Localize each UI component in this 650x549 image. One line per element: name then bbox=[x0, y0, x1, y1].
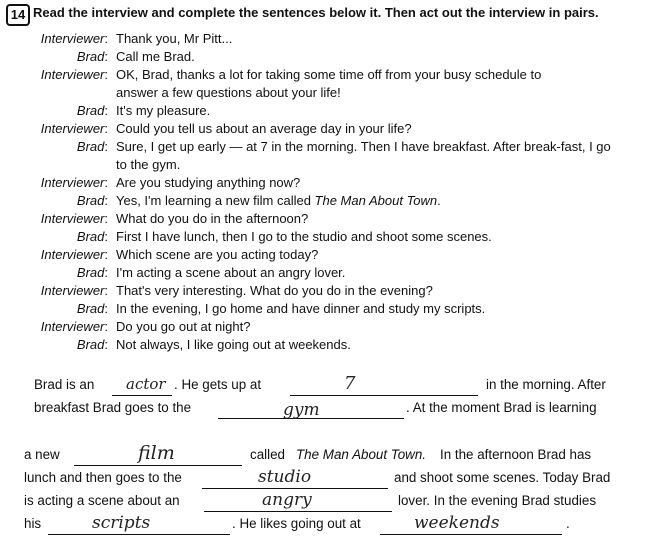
dialog-line bbox=[0, 48, 650, 66]
dialog-line bbox=[0, 318, 650, 336]
dialog-line bbox=[0, 264, 650, 282]
speaker-label: Brad: bbox=[76, 193, 108, 208]
summary-text: breakfast Brad goes to the bbox=[34, 400, 192, 415]
speaker-label: Interviewer: bbox=[40, 211, 108, 226]
dialog-line bbox=[0, 228, 650, 246]
dialog-line bbox=[0, 120, 650, 138]
speaker-label: Brad: bbox=[76, 301, 108, 316]
dialog-line bbox=[0, 210, 650, 228]
utterance: It's my pleasure. bbox=[116, 103, 211, 118]
speaker-label: Brad: bbox=[76, 229, 108, 244]
utterance: That's very interesting. What do you do in the evening? bbox=[116, 283, 433, 298]
summary-text: his bbox=[24, 516, 42, 531]
handwritten-answer: 7 bbox=[344, 373, 356, 394]
utterance: First I have lunch, then I go to the studio and shoot some scenes. bbox=[116, 229, 492, 244]
dialog-line bbox=[0, 138, 650, 174]
speaker-label: Brad: bbox=[76, 337, 108, 352]
utterance: Thank you, Mr Pitt... bbox=[116, 31, 233, 46]
utterance: Could you tell us about an average day in your life? bbox=[116, 121, 412, 136]
summary-text: . He likes going out at bbox=[232, 516, 361, 531]
summary-text: a new bbox=[24, 447, 60, 462]
dialog-line bbox=[0, 174, 650, 192]
summary-text: . He gets up at bbox=[174, 377, 262, 392]
speaker-label: Interviewer: bbox=[40, 175, 108, 190]
summary-text: Brad is an bbox=[34, 377, 95, 392]
dialog-line bbox=[0, 30, 650, 48]
utterance: Not always, I like going out at weekends. bbox=[116, 337, 351, 352]
film-title: The Man About Town bbox=[314, 193, 438, 208]
dialog-line bbox=[0, 66, 650, 102]
summary-text: in the morning. After bbox=[486, 377, 606, 392]
dialog-line bbox=[0, 192, 650, 210]
handwritten-answer: film bbox=[138, 442, 175, 464]
utterance: Yes, I'm learning a new film called The Man About Town. bbox=[116, 193, 441, 208]
summary-text: called bbox=[250, 447, 285, 462]
handwritten-answer: gym bbox=[283, 400, 320, 420]
speaker-label: Brad: bbox=[76, 139, 108, 154]
dialog-line bbox=[0, 300, 650, 318]
speaker-label: Interviewer: bbox=[40, 31, 108, 46]
handwritten-answer: scripts bbox=[92, 513, 151, 533]
exercise-instruction: Read the interview and complete the sentences below it. Then act out the interview in pairs. bbox=[33, 5, 599, 20]
speaker-label: Interviewer: bbox=[40, 67, 108, 82]
answer-blank[interactable] bbox=[290, 375, 478, 396]
utterance: Are you studying anything now? bbox=[116, 175, 301, 190]
speaker-label: Interviewer: bbox=[40, 319, 108, 334]
dialog-line bbox=[0, 102, 650, 120]
dialog-line bbox=[0, 282, 650, 300]
summary-text: and shoot some scenes. Today Brad bbox=[394, 470, 611, 485]
dialog-line bbox=[0, 336, 650, 354]
summary-text: . bbox=[566, 516, 570, 531]
speaker-label: Brad: bbox=[76, 103, 108, 118]
dialog-line bbox=[0, 246, 650, 264]
summary-text: In the afternoon Brad has bbox=[440, 447, 592, 462]
speaker-label: Interviewer: bbox=[40, 247, 108, 262]
utterance: Call me Brad. bbox=[116, 49, 195, 64]
summary-text: lunch and then goes to the bbox=[24, 470, 182, 485]
exercise-header bbox=[6, 4, 646, 26]
speaker-label: Brad: bbox=[76, 265, 108, 280]
speaker-label: Interviewer: bbox=[40, 283, 108, 298]
summary-film-title: The Man About Town. bbox=[296, 447, 427, 462]
summary-text: . At the moment Brad is learning bbox=[406, 400, 597, 415]
utterance: What do you do in the afternoon? bbox=[116, 211, 309, 226]
utterance: In the evening, I go home and have dinner and study my scripts. bbox=[116, 301, 486, 316]
utterance: Sure, I get up early — at 7 in the morning. Then I have breakfast. After break-fast, I go to the gym. bbox=[116, 139, 611, 172]
speaker-label: Interviewer: bbox=[40, 121, 108, 136]
handwritten-answer: angry bbox=[262, 490, 312, 510]
handwritten-answer: studio bbox=[258, 467, 312, 487]
utterance: OK, Brad, thanks a lot for taking some time off from your busy schedule to answer a few questions about your life! bbox=[116, 67, 542, 100]
utterance: I'm acting a scene about an angry lover. bbox=[116, 265, 346, 280]
summary-text: is acting a scene about an bbox=[24, 493, 180, 508]
handwritten-answer: actor bbox=[126, 375, 166, 393]
utterance: Which scene are you acting today? bbox=[116, 247, 319, 262]
speaker-label: Brad: bbox=[76, 49, 108, 64]
interview-dialog bbox=[0, 30, 650, 354]
summary-text: lover. In the evening Brad studies bbox=[398, 493, 597, 508]
utterance: Do you go out at night? bbox=[116, 319, 251, 334]
handwritten-answer: weekends bbox=[414, 513, 500, 533]
exercise-number: 14 bbox=[6, 4, 30, 26]
